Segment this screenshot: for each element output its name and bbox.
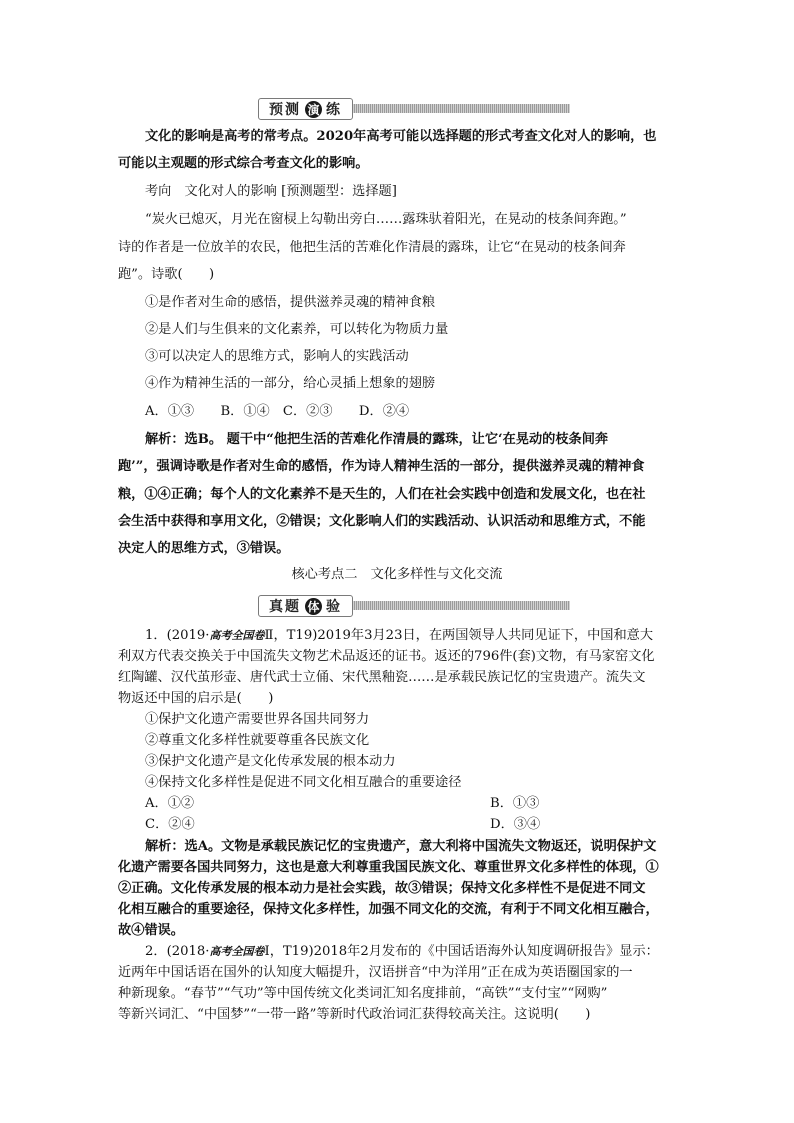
kaoxiang-heading: 考向 文化对人的影响 [预测题型：选择题] bbox=[145, 184, 397, 199]
question-stem: 诗的作者是一位放羊的农民，他把生活的苦难化作清晨的露珠，让它“在晃动的枝条间奔 bbox=[118, 240, 626, 255]
analysis-line: 化遗产需要各国共同努力，这也是意大利尊重我国民族文化、尊重世界文化多样性的体现，① bbox=[118, 860, 659, 875]
exam-source: 高考全国卷 bbox=[209, 945, 265, 958]
question-item: ④作为精神生活的一部分，给心灵插上想象的翅膀 bbox=[145, 376, 436, 391]
option-c: C．②④ bbox=[145, 817, 195, 832]
banner-tag bbox=[258, 595, 353, 617]
intro-line: 文化的影响是高考的常考点。2020年高考可能以选择题的形式考查文化对人的影响，也 bbox=[145, 129, 657, 144]
banner-tag bbox=[258, 98, 353, 120]
analysis-line: 化相互融合的重要途径，保持文化多样性，加强不同文化的交流，有利于不同文化相互融合， bbox=[118, 902, 659, 917]
banner-circle: 体 bbox=[305, 598, 322, 615]
question-number: 1．(2019· bbox=[145, 628, 210, 643]
question-stem: 种新现象。“春节”“气功”等中国传统文化类词汇知名度排前，“高铁”“支付宝”“网购” bbox=[118, 986, 608, 1001]
analysis-line: 跑’”，强调诗歌是作者对生命的感悟，作为诗人精神生活的一部分，提供滋养灵魂的精神食 bbox=[118, 459, 645, 474]
analysis-line: 故④错误。 bbox=[118, 923, 184, 938]
question-item: ①保护文化遗产需要世界各国共同努力 bbox=[145, 712, 370, 727]
banner-text-1: 预测 bbox=[269, 102, 301, 118]
option-d: D．③④ bbox=[490, 817, 541, 832]
analysis-line: 解析：选B。 题干中“他把生活的苦难化作清晨的露珠，让它‘在晃动的枝条间奔 bbox=[145, 432, 609, 447]
question-item: ②尊重文化多样性就要尊重各民族文化 bbox=[145, 733, 370, 748]
banner-text-1: 真题 bbox=[269, 599, 301, 615]
question-stem: “炭火已熄灭，月光在窗棂上勾勒出旁白……露珠驮着阳光，在晃动的枝条间奔跑。” bbox=[145, 212, 627, 227]
question-item: ③可以决定人的思维方式，影响人的实践活动 bbox=[145, 349, 409, 364]
option-b: B．①③ bbox=[490, 796, 540, 811]
question-item: ①是作者对生命的感悟，提供滋养灵魂的精神食粮 bbox=[145, 295, 436, 310]
question-item: ③保护文化遗产是文化传承发展的根本动力 bbox=[145, 754, 396, 769]
banner-circle: 演 bbox=[305, 101, 322, 118]
section-title: 核心考点二 文化多样性与文化交流 bbox=[291, 567, 503, 582]
question-stem: 跑”。诗歌( ) bbox=[118, 267, 215, 282]
question-stem: 红陶罐、汉代茧形壶、唐代武士立俑、宋代黑釉瓷……是承载民族记忆的宝贵遗产。流失文 bbox=[118, 670, 646, 685]
question-stem-text: Ⅰ，T19)2018年2月发布的《中国话语海外认知度调研报告》显示： bbox=[264, 944, 659, 959]
question-number: 2．(2018· bbox=[145, 944, 210, 959]
question-stem bbox=[145, 943, 659, 961]
question-stem: 物返还中国的启示是( ) bbox=[118, 691, 274, 706]
intro-line: 可能以主观题的形式综合考查文化的影响。 bbox=[118, 156, 369, 171]
predict-banner bbox=[258, 98, 570, 118]
exam-source: 高考全国卷 bbox=[209, 629, 265, 642]
question-stem: 利双方代表交换关于中国流失文物艺术品返还的证书。返还的796件(套)文物，有马家窑文化 bbox=[118, 649, 655, 664]
analysis-line: 解析：选A。文物是承载民族记忆的宝贵遗产，意大利将中国流失文物返还，说明保护文 bbox=[145, 839, 657, 854]
answer-options: A．①③ B．①④ C．②③ D．②④ bbox=[145, 404, 410, 419]
real-exam-banner bbox=[258, 595, 570, 615]
question-stem: 等新兴词汇、“中国梦”“一带一路”等新时代政治词汇获得较高关注。这说明( ) bbox=[118, 1007, 591, 1022]
analysis-line: ②正确。文化传承发展的根本动力是社会实践，故③错误；保持文化多样性不是促进不同文 bbox=[118, 881, 646, 896]
question-stem: 近两年中国话语在国外的认知度大幅提升，汉语拼音“中为洋用”正在成为英语圈国家的一 bbox=[118, 965, 633, 980]
question-item: ④保持文化多样性是促进不同文化相互融合的重要途径 bbox=[145, 775, 462, 790]
option-a: A．①② bbox=[145, 796, 195, 811]
question-stem-text: Ⅱ，T19)2019年3月23日，在两国领导人共同见证下，中国和意大 bbox=[264, 628, 654, 643]
question-item: ②是人们与生俱来的文化素养，可以转化为物质力量 bbox=[145, 322, 449, 337]
analysis-line: 决定人的思维方式，③错误。 bbox=[118, 541, 290, 556]
banner-text-2: 练 bbox=[326, 102, 342, 118]
question-stem bbox=[145, 627, 653, 645]
analysis-line: 粮，①④正确；每个人的文化素养不是天生的，人们在社会实践中创造和发展文化，也在社 bbox=[118, 487, 646, 502]
analysis-line: 会生活中获得和享用文化，②错误；文化影响人们的实践活动、认识活动和思维方式，不能 bbox=[118, 514, 646, 529]
banner-text-2: 验 bbox=[326, 599, 342, 615]
